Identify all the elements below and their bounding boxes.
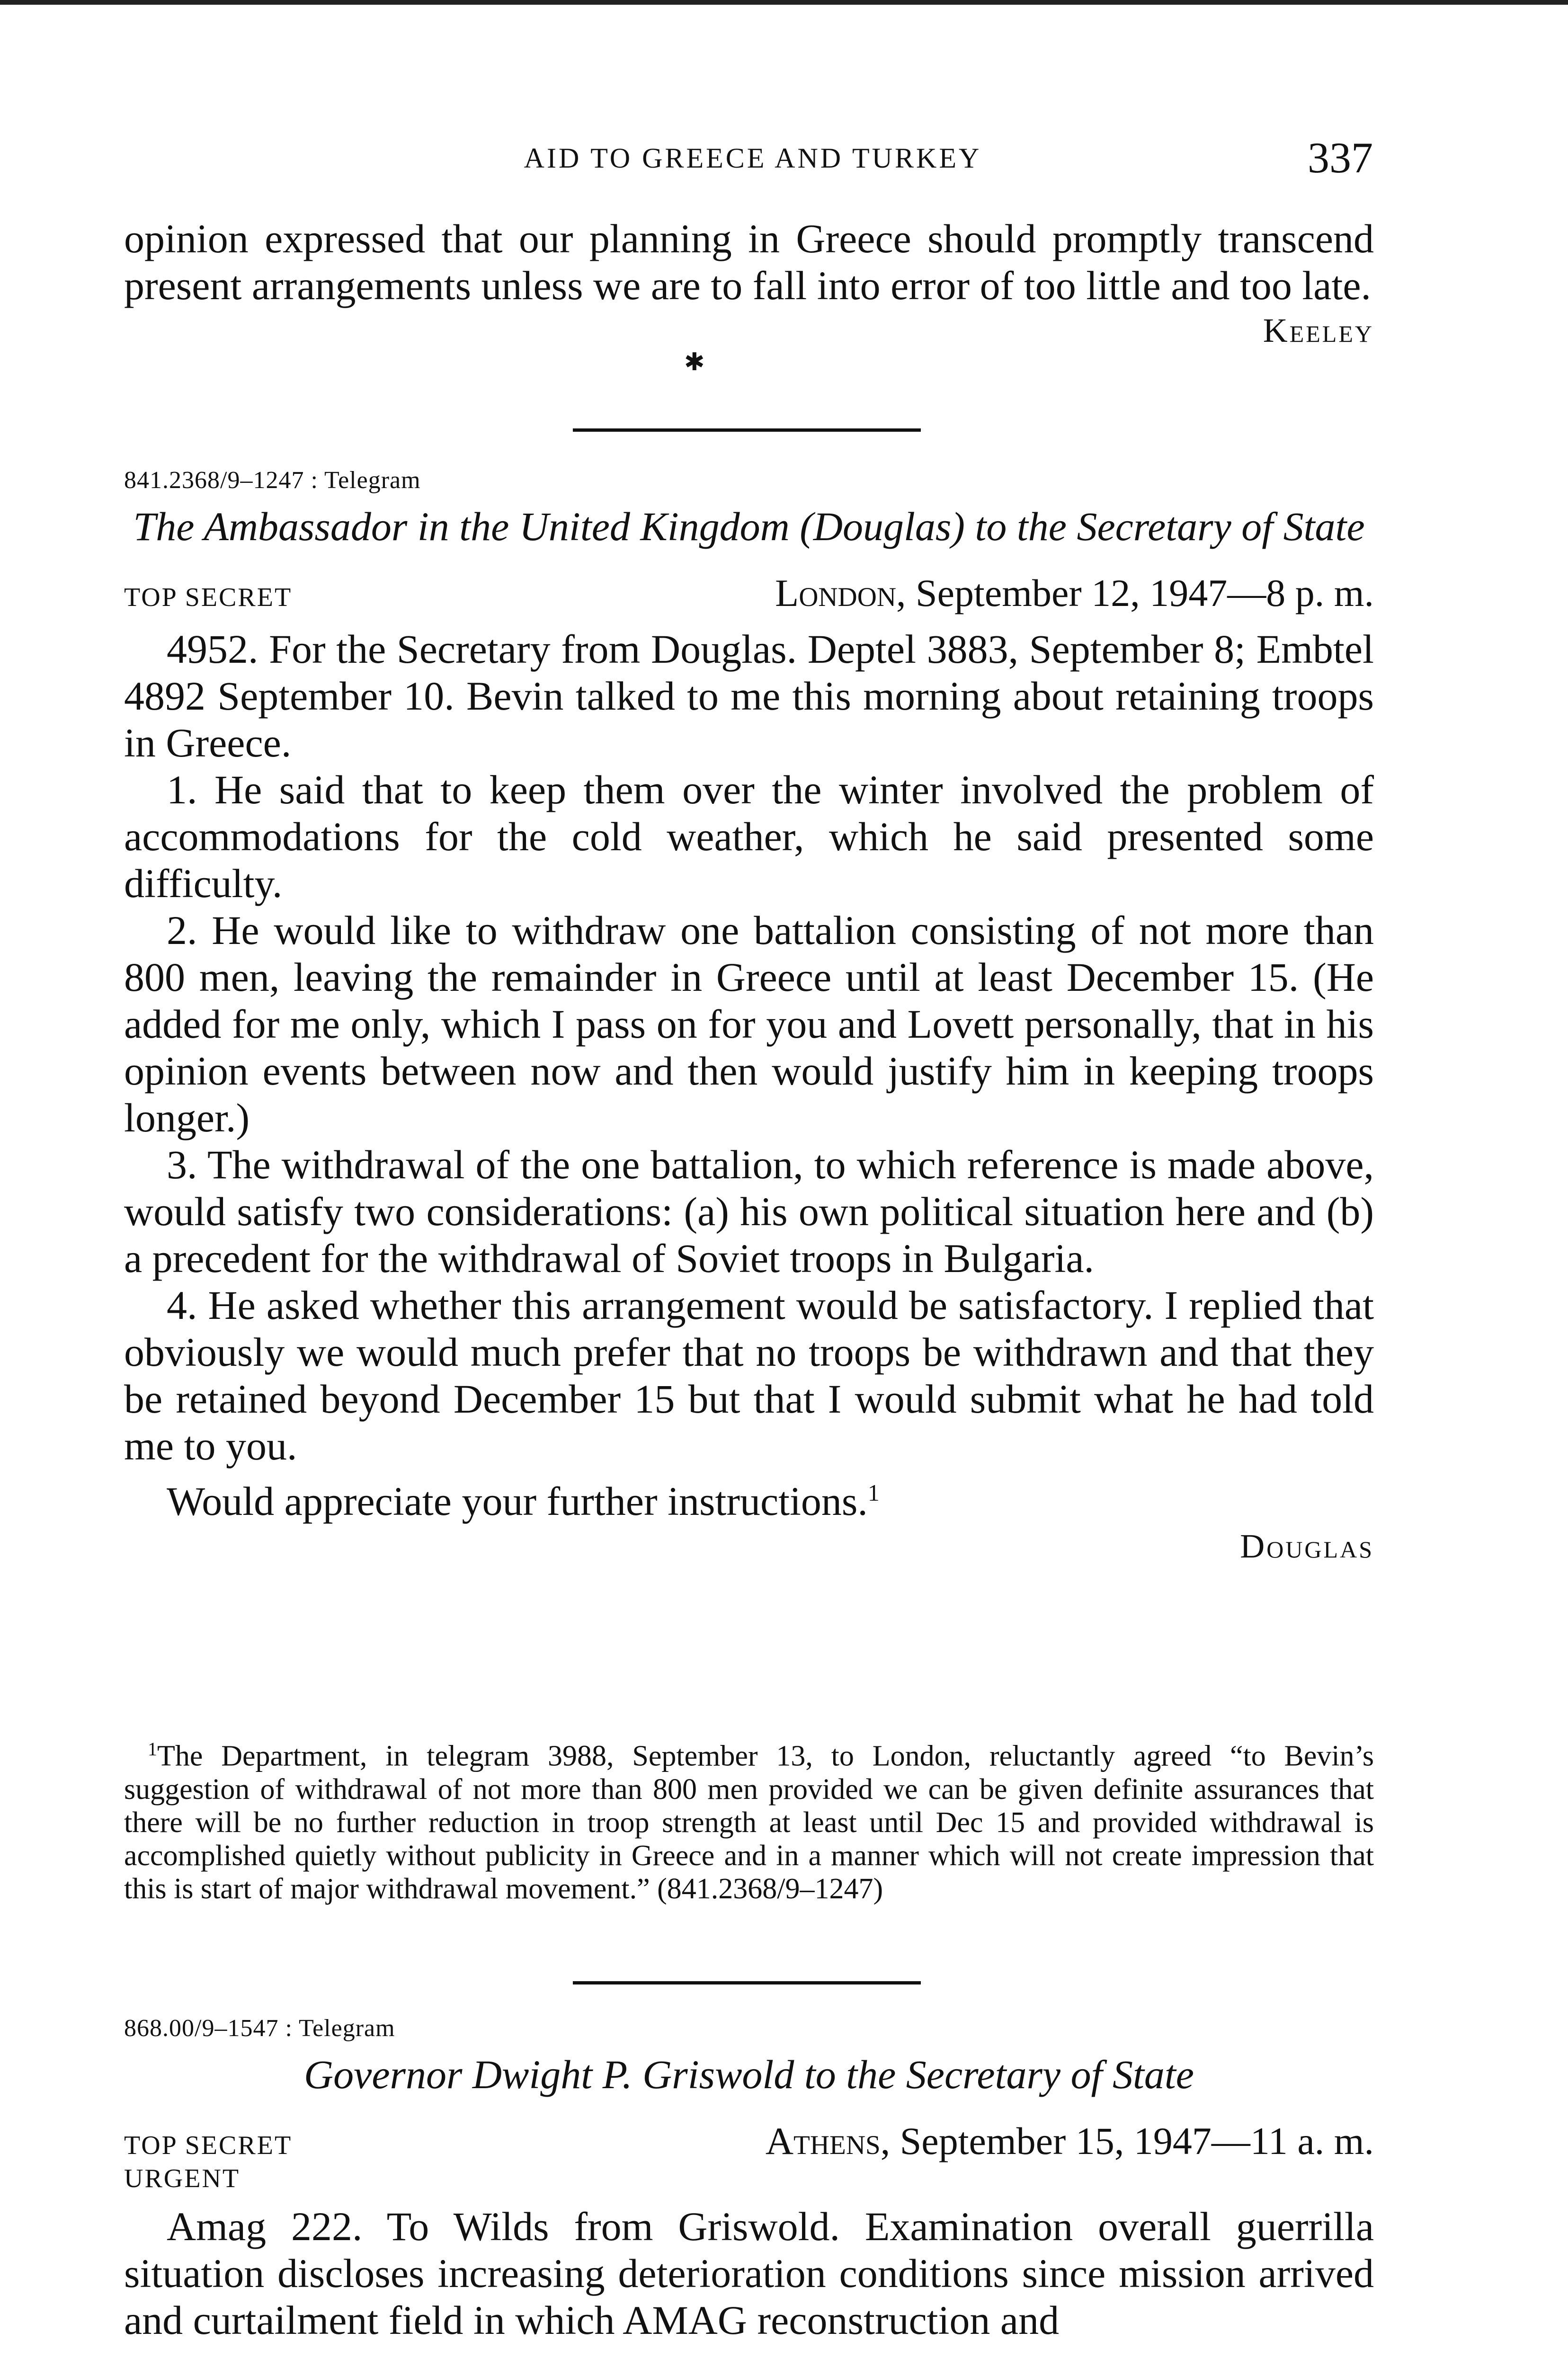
continuation-paragraph: opinion expressed that our planning in Greece should promptly transcend present arrangements unless we are to fall into error of too little and too late. <box>124 216 1374 308</box>
footnote-text: The Department, in telegram 3988, September 13, to London, reluctantly agreed “to Bevin’s suggestion of withdrawal of not more than 800 men provided we can be given definite assurances that there will be no further reduction in troop strength at least until Dec 15 and provided withdrawal is accomplished quietly without publicity in Greece and in a manner which will not create impression that this is start of major withdrawal movement.” (841.2368/9–1247) <box>124 1740 1374 1905</box>
body-paragraph: Amag 222. To Wilds from Griswold. Examination overall guerrilla situation discloses increasing deterioration conditions since mission arrived and curtailment field in which AMAG reconstruction and <box>124 2204 1374 2343</box>
closing-line <box>124 1469 1374 1525</box>
dateline <box>124 2119 1374 2166</box>
running-head <box>123 133 1382 189</box>
body-paragraph: 1. He said that to keep them over the winter involved the problem of accommodations for the cold weather, which he said presented some difficulty. <box>124 767 1374 906</box>
telegram-body <box>124 626 1374 1525</box>
continuation-section <box>124 215 1374 350</box>
keeley-signature: Keeley <box>1263 311 1374 349</box>
date: , September 12, 1947—8 p. m. <box>896 571 1374 614</box>
telegram-douglas <box>124 466 1374 1566</box>
place-date <box>775 571 1374 615</box>
classification: TOP SECRET <box>124 583 293 612</box>
document-heading: The Ambassador in the United Kingdom (Douglas) to the Secretary of State <box>133 504 1365 549</box>
footnote-reference: 1 <box>867 1479 880 1506</box>
place: Athens <box>765 2119 881 2162</box>
place: London <box>775 571 897 614</box>
closing-text: Would appreciate your further instructions. <box>167 1478 868 1524</box>
telegram-griswold <box>124 2014 1374 2344</box>
document-heading: Governor Dwight P. Griswold to the Secretary of State <box>304 2052 1194 2097</box>
dateline <box>124 571 1374 618</box>
section-divider <box>573 1981 921 1984</box>
body-paragraph: 4. He asked whether this arrangement would be satisfactory. I replied that obviously we would much prefer that no troops be withdrawn and that they be retained beyond December 15 but that I would submit what he had told me to you. <box>124 1282 1374 1468</box>
footnote <box>124 1733 1374 1905</box>
body-paragraph: 3. The withdrawal of the one battalion, to which reference is made above, would satisfy two considerations: (a) his own political situation here and (b) a precedent for the withdrawal of Soviet troops in Bulgaria. <box>124 1142 1374 1281</box>
section-divider <box>573 428 921 432</box>
place-date <box>766 2119 1374 2163</box>
classification: TOP SECRET <box>124 2131 293 2160</box>
page-number: 337 <box>1308 133 1373 182</box>
priority: URGENT <box>124 2164 241 2193</box>
footnote-marker: 1 <box>148 1738 157 1760</box>
douglas-signature: Douglas <box>1240 1527 1374 1565</box>
top-border <box>0 0 1568 5</box>
file-number: 841.2368/9–1247 : Telegram <box>124 467 421 494</box>
body-paragraph: 4952. For the Secretary from Douglas. Deptel 3883, September 8; Embtel 4892 September 10. Bevin talked to me this morning about retaining troops in Greece. <box>124 626 1374 765</box>
ink-mark: ✱ <box>684 349 705 376</box>
file-number: 868.00/9–1547 : Telegram <box>124 2015 395 2042</box>
date: , September 15, 1947—11 a. m. <box>880 2119 1374 2162</box>
body-paragraph: 2. He would like to withdraw one battalion consisting of not more than 800 men, leaving the remainder in Greece until at least December 15. (He added for me only, which I pass on for you and Lovett personally, that in his opinion events between now and then would justify him in keeping troops longer.) <box>124 908 1374 1140</box>
running-title: AID TO GREECE AND TURKEY <box>524 142 982 174</box>
